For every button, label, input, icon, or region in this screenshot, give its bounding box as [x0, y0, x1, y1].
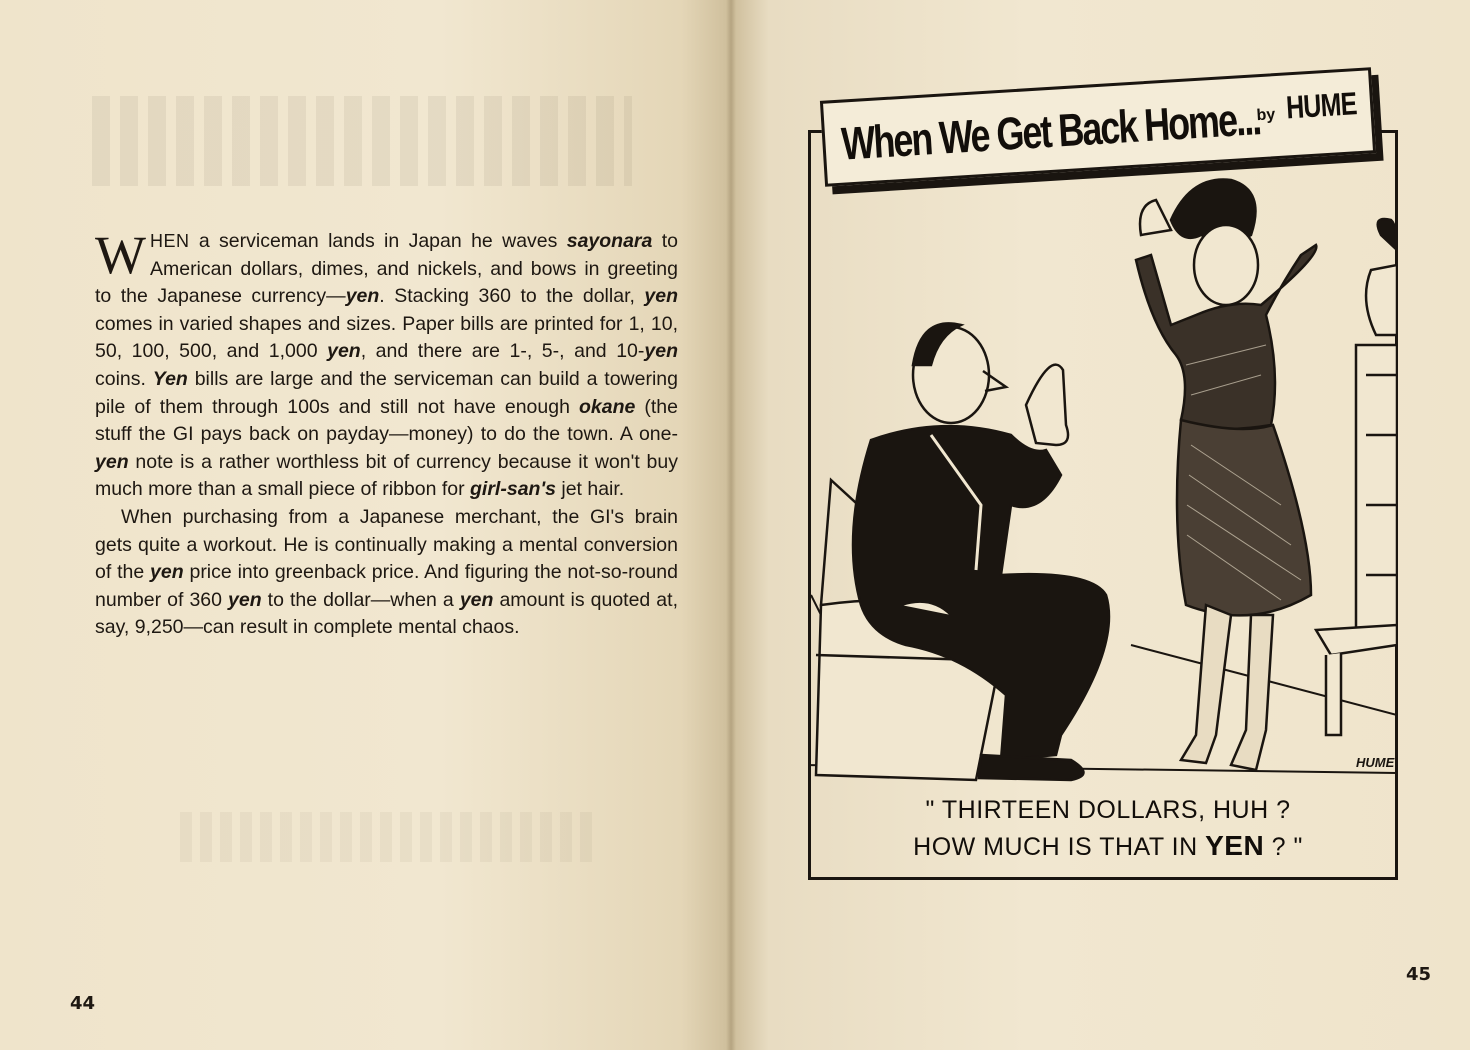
side-table [1316, 219, 1397, 735]
text-run: . Stacking 360 to the dollar, [379, 285, 645, 308]
text-run: note is a rather worthless bit of currency because it won't buy much more than a small piece of ribbon for [95, 450, 678, 501]
drop-cap: W [95, 225, 146, 285]
text-run: price into greenback price. And figuring the not-so-round number of 360 [95, 561, 678, 611]
term-yen: yen [228, 588, 262, 611]
cartoon-author: HUME [1285, 85, 1358, 126]
text-run: coins. [95, 367, 153, 390]
cartoon-illustration [811, 175, 1397, 785]
term-yen: yen [644, 340, 678, 363]
text-run: a serviceman lands in Japan he waves [189, 230, 567, 252]
text-run: amount is quoted at, say, 9,250—can result in complete mental chaos. [95, 588, 678, 639]
page-number-right: 45 [1406, 964, 1432, 985]
sailor-shoe [979, 755, 1084, 780]
caption-line-2 [848, 828, 1368, 865]
text-run: comes in varied shapes and sizes. Paper bills are printed for 1, 10, 50, 100, 500, and 1,000 [95, 312, 678, 363]
term-yen: yen [459, 588, 494, 611]
caption-yen: YEN [1205, 830, 1265, 861]
caption-line-1: " THIRTEEN DOLLARS, HUH ? [925, 796, 1291, 824]
cartoon-by: by [1256, 106, 1276, 125]
text-run: , and there are 1-, 5-, and 10- [360, 340, 645, 363]
cartoon-title: When We Get Back Home... [839, 92, 1262, 170]
paragraph-1 [95, 225, 678, 504]
woman-head [1194, 225, 1258, 305]
term-okane: okane [578, 395, 636, 418]
body-text [95, 225, 678, 642]
woman-legs [1181, 605, 1273, 770]
bleed-through-heading [92, 96, 632, 186]
book-gutter [726, 0, 736, 1050]
vase [1366, 265, 1397, 335]
term-yen: yen [345, 285, 380, 308]
page-number-left: 44 [70, 993, 96, 1014]
term-yen: yen [644, 285, 678, 308]
caption-line-2-post: ? " [1264, 833, 1303, 861]
text-run: to the dollar—when a [261, 588, 460, 611]
term-sayonara: sayonara [566, 230, 653, 252]
caption-line-2-pre: HOW MUCH IS THAT IN [913, 833, 1206, 861]
text-run: (the stuff the GI pays back on payday—money) to do the town. A one- [95, 395, 678, 446]
artist-signature: HUME [1356, 755, 1395, 770]
text-run: When purchasing from a Japanese merchant, the GI's brain gets quite a workout. He is continually making a mental conversion of the [95, 505, 678, 584]
term-yen: yen [327, 340, 361, 363]
term-yen: yen [150, 561, 184, 584]
text-run: jet hair. [555, 478, 625, 501]
bleed-through-text [180, 812, 600, 862]
cartoon-caption [848, 792, 1368, 865]
sailor-pointing-hand [1026, 365, 1068, 445]
left-page [0, 0, 732, 1050]
text-run: bills are large and the serviceman can build a towering pile of them through 100s and still not have enough [95, 367, 678, 418]
text-run: to American dollars, dimes, and nickels, and bows in greeting to the Japanese currency— [95, 230, 678, 308]
term-girl-san: girl-san's [470, 478, 556, 501]
opening-smallcaps: HEN [149, 231, 190, 251]
term-yen: Yen [152, 367, 188, 390]
paragraph-2 [95, 504, 678, 642]
term-yen: yen [95, 450, 129, 473]
woman-figure [1136, 180, 1316, 771]
